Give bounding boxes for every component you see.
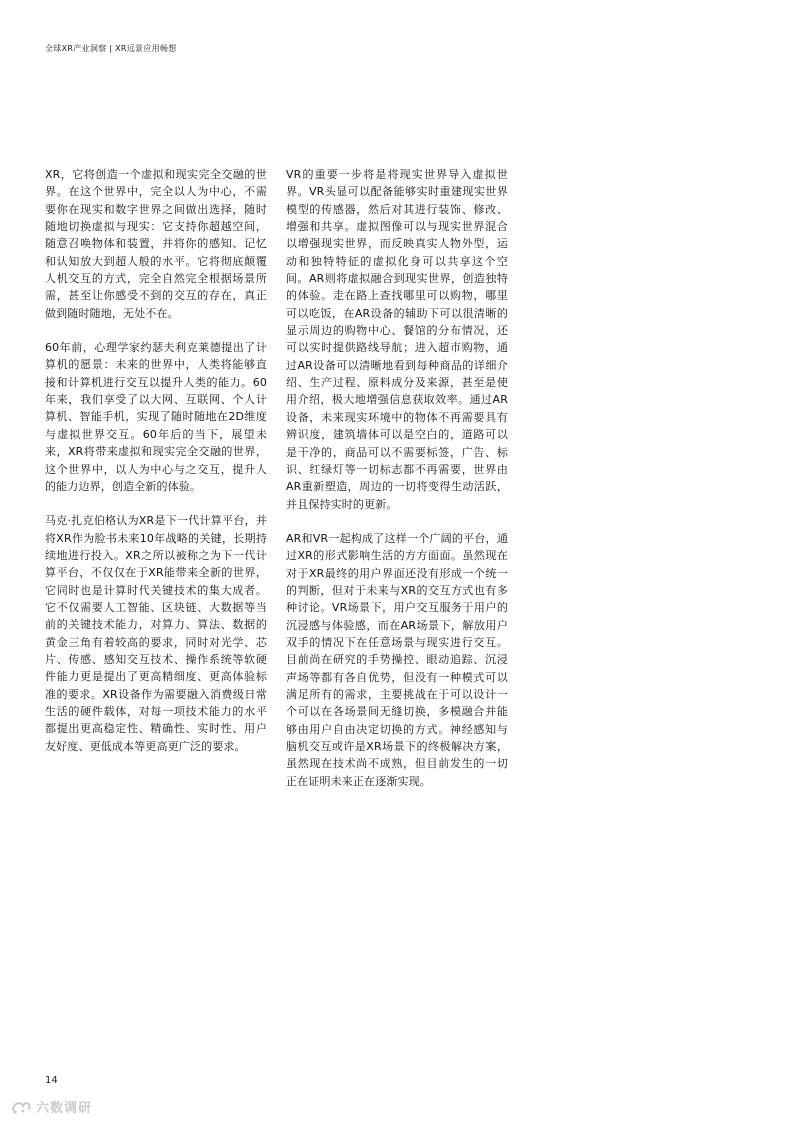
left-text-column <box>45 166 267 755</box>
brand-logo-icon <box>10 1099 32 1115</box>
running-header: 全球XR产业洞察 | XR远景应用畅想 <box>45 44 177 53</box>
paragraph: 60年前，心理学家约瑟夫利克莱德提出了计算机的愿景：未来的世界中，人类将能够直接和计算机进行交互以提升人类的能力。60年来，我们享受了以大网、互联网、个人计算机、智能手机，实现了随时随地在2D维度与虚拟世界交互。60年后的当下，展望未来，XR将带来虚拟和现实完全交融的世界，这个世界中，以人为中心与之交互，提升人的能力边界，创造全新的体验。 <box>45 341 267 493</box>
paragraph: 马克·扎克伯格认为XR是下一代计算平台，并将XR作为脸书未来10年战略的关键，长期持续地进行投入。XR之所以被称之为下一代计算平台，不仅仅在于XR能带来全新的世界，它同时也是计算时代关键技术的集大成者。它不仅需要人工智能、区块链、大数据等当前的关键技术能力，对算力、算法、数据的黄金三角有着较高的要求，同时对光学、芯片、传感、感知交互技术、操作系统等软硬件能力更是提出了更高精细度、更高体验标准的要求。XR设备作为需要融入消费级日常生活的硬件载体，对每一项技术能力的水平都提出更高稳定性、精确性、实时性、用户友好度、更低成本等更高更广泛的要求。 <box>45 514 267 753</box>
watermark-text: 六数调研 <box>36 1101 93 1116</box>
paragraph: XR，它将创造一个虚拟和现实完全交融的世界。在这个世界中，完全以人为中心，不需要你在现实和数字世界之间做出选择，随时随地切换虚拟与现实：它支持你超越空间，随意召唤物体和装置，并将你的感知、记忆和认知放大到超人般的水平。它将彻底颠覆人机交互的方式，完全自然完全根据场景所需，甚至让你感受不到的交互的存在，真正做到随时随地，无处不在。 <box>45 168 267 320</box>
paragraph: AR和VR一起构成了这样一个广阔的平台，通过XR的形式影响生活的方方面面。虽然现在对于XR最终的用户界面还没有形成一个统一的判断，但对于未来与XR的交互方式也有多种讨论。VR场景下，用户交互服务于用户的沉浸感与体验感，而在AR场景下，解放用户双手的情况下在任意场景与现实进行交互。目前尚在研究的手势操控、眼动追踪、沉浸声场等都有各自优势，但没有一种模式可以满足所有的需求，主要挑战在于可以设计一个可以在各场景间无缝切换，多模融合并能够由用户自由决定切换的方式。神经感知与脑机交互或许是XR场景下的终极解决方案，虽然现在技术尚不成熟，但目前发生的一切正在证明未来正在逐渐实现。 <box>286 531 508 788</box>
right-text-column <box>286 166 508 790</box>
page-number: 14 <box>45 1075 58 1086</box>
paragraph: VR的重要一步将是将现实世界导入虚拟世界。VR头显可以配备能够实时重建现实世界模型的传感器，然后对其进行装饰、修改、增强和共享。虚拟图像可以与现实世界混合以增强现实世界，而反映真实人物外型，运动和独特特征的虚拟化身可以共享这个空间。AR则将虚拟融合到现实世界，创造独特的体验。走在路上查找哪里可以购物，哪里可以吃饭，在AR设备的辅助下可以很清晰的显示周边的购物中心、餐馆的分布情况，还可以实时提供路线导航；进入超市购物，通过AR设备可以清晰地看到每种商品的详细介绍、生产过程、原料成分及来源，甚至是使用介绍，极大地增强信息获取效率。通过AR设备，未来现实环境中的物体不再需要具有辨识度，建筑墙体可以是空白的，道路可以是干净的，商品可以不需要标签，广告、标识、红绿灯等一切标志都不再需要，世界由AR重新塑造，周边的一切将变得生动活跃，并且保持实时的更新。 <box>286 168 508 511</box>
watermark <box>10 1097 92 1116</box>
